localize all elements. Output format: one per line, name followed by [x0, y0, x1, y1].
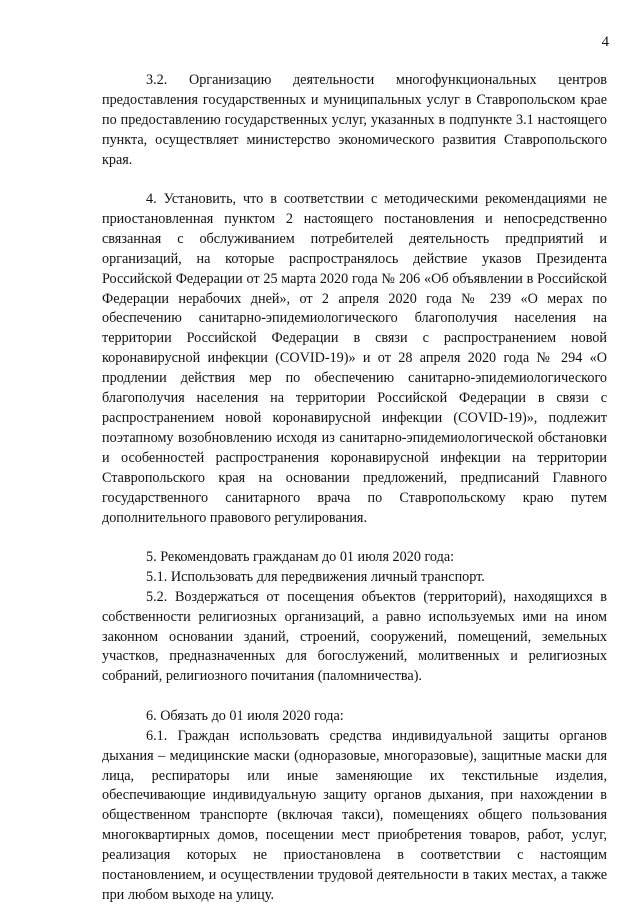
paragraph-5: 5. Рекомендовать гражданам до 01 июля 2020 года:: [146, 548, 455, 565]
paragraph-6-1: 6.1. Граждан использовать средства индивидуальной защиты органов дыхания – медицинские маски (одноразовые, многоразовые), защитные маски для лица, респираторы или иные заменяющие их текстильные изделия, обеспечивающие индивидуальную защиту органов дыхания, при нахождении в общественном транспорте (включая такси), помещениях общего пользования многоквартирных домов, посещении мест приобретения товаров, работ, услуг, реализация которых не приостановлена в соответствии с настоящим постановлением, и осуществлении трудовой деятельности в таких местах, а также при любом выходе на улицу.: [102, 727, 607, 903]
paragraph-5-1: 5.1. Использовать для передвижения личный транспорт.: [146, 568, 485, 585]
paragraph-5-2: 5.2. Воздержаться от посещения объектов (территорий), находящихся в собственности религиозных организаций, а равно используемых ими на ином законном основании зданий, строений, сооружений, помещений, земельных участков, предназначенных для богослужений, молитвенных и религиозных собраний, религиозного почитания (паломничества).: [102, 588, 607, 685]
paragraph-3-2: 3.2. Организацию деятельности многофункциональных центров предоставления государственных и муниципальных услуг в Ставропольском крае по предоставлению государственных услуг, указанных в подпункте 3.1 настоящего пункта, осуществляет министерство экономического развития Ставропольского края.: [102, 72, 607, 168]
page-number: 4: [601, 34, 609, 50]
paragraph-4: 4. Установить, что в соответствии с методическими рекомендациями не приостановленная пунктом 2 настоящего постановления и непосредственно связанная с обслуживанием потребителей деятельность предприятий и организаций, на которые распространялось действие указов Президента Российской Федерации от 25 марта 2020 года № 206 «Об объявлении в Российской Федерации нерабочих дней», от 2 апреля 2020 года № 239 «О мерах по обеспечению санитарно-эпидемиологического благополучия населения на территории Российской Федерации в связи с распространением новой коронавирусной инфекции (COVID-19)» и от 28 апреля 2020 года № 294 «О продлении действия мер по обеспечению санитарно-эпидемиологического благополучия населения на территории Российской Федерации в связи с распространением новой коронавирусной инфекции (COVID-19)», подлежит поэтапному возобновлению исходя из санитарно-эпидемиологической обстановки и особенностей распространения коронавирусной инфекции на территории Ставропольского края на основании предложений, предписаний Главного государственного санитарного врача по Ставропольскому краю путем дополнительного правового регулирования.: [102, 191, 607, 526]
document-body: [102, 71, 607, 906]
paragraph-6: 6. Обязать до 01 июля 2020 года:: [146, 707, 344, 724]
